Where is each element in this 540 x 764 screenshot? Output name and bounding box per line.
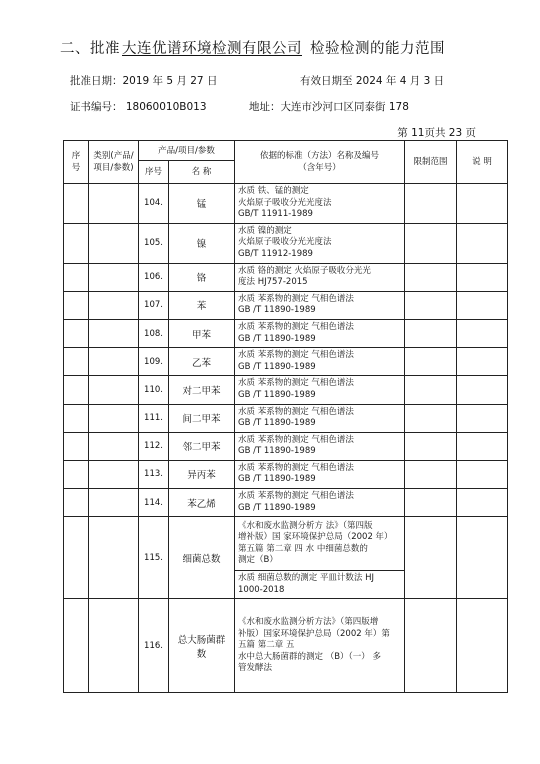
item-name: 间二甲苯 xyxy=(169,404,235,432)
note-cell xyxy=(457,517,508,599)
standard-line: 补版）国家环境保护总局（2002 年）第 xyxy=(238,628,390,639)
item-name: 铬 xyxy=(169,263,235,291)
category-cell xyxy=(89,319,139,347)
standard-cell xyxy=(235,599,405,693)
standard-line: GB /T 11890-1989 xyxy=(238,333,316,344)
limit-cell xyxy=(405,223,457,263)
item-number: 113. xyxy=(139,460,169,488)
table-row xyxy=(64,517,508,571)
standard-cell xyxy=(235,432,405,460)
seq-cell xyxy=(64,460,89,488)
category-cell xyxy=(89,599,139,693)
standard-line: 水质 苯系物的测定 气相色谱法 xyxy=(238,321,354,332)
standard-cell xyxy=(235,319,405,347)
standard-line: 水质 苯系物的测定 气相色谱法 xyxy=(238,462,354,473)
standard-line: 水质 苯系物的测定 气相色谱法 xyxy=(238,378,354,389)
seq-cell xyxy=(64,404,89,432)
header-standard: 依据的标准（方法）名称及编号（含年号） xyxy=(235,141,405,184)
limit-cell xyxy=(405,376,457,404)
category-cell xyxy=(89,291,139,319)
item-name: 锰 xyxy=(169,184,235,224)
standard-line: GB /T 11890-1989 xyxy=(238,474,316,485)
limit-cell xyxy=(405,319,457,347)
standard-line: 第五篇 第二章 四 水 中细菌总数的 xyxy=(238,543,368,554)
note-cell xyxy=(457,460,508,488)
table-row xyxy=(64,348,508,376)
item-number: 104. xyxy=(139,184,169,224)
item-number: 106. xyxy=(139,263,169,291)
standard-line: 五篇 第二章 五 xyxy=(238,640,295,651)
standard-line: 水质 铁、锰的测定 xyxy=(238,186,309,196)
standard-line: GB/T 11912-1989 xyxy=(238,248,313,259)
limit-cell xyxy=(405,348,457,376)
note-cell xyxy=(457,319,508,347)
note-cell xyxy=(457,184,508,224)
note-cell xyxy=(457,263,508,291)
seq-cell xyxy=(64,291,89,319)
category-cell xyxy=(89,489,139,517)
seq-cell xyxy=(64,599,89,693)
standard-line: GB /T 11890-1989 xyxy=(238,305,316,316)
page-indicator: 第 11页共 23 页 xyxy=(397,127,476,139)
standard-line: 测定（B） xyxy=(238,555,278,566)
standard-line: 火焰原子吸收分光光度法 xyxy=(238,237,332,248)
header-product-group: 产品/项目/参数 xyxy=(139,141,235,161)
table-row xyxy=(64,404,508,432)
table-row xyxy=(64,263,508,291)
standard-line: 水中总大肠菌群的测定 （B）（一） 多 xyxy=(238,651,382,662)
item-name: 苯乙烯 xyxy=(169,489,235,517)
category-cell xyxy=(89,404,139,432)
category-cell xyxy=(89,223,139,263)
note-cell xyxy=(457,489,508,517)
standard-cell xyxy=(235,376,405,404)
table-row xyxy=(64,319,508,347)
standard-line: 增补版）国 家环境保护总局（2002 年） xyxy=(238,532,393,543)
standard-line: 管发酵法 xyxy=(238,663,273,674)
header-item-name: 名 称 xyxy=(169,161,235,184)
category-cell xyxy=(89,517,139,599)
standard-cell xyxy=(235,404,405,432)
note-cell xyxy=(457,432,508,460)
header-note: 说 明 xyxy=(457,141,508,184)
valid-until: 有效日期至 2024 年 4 月 3 日 xyxy=(300,75,445,87)
category-cell xyxy=(89,432,139,460)
title-prefix: 二、批准 xyxy=(60,41,120,57)
standard-cell xyxy=(235,291,405,319)
standard-line: 《水和废水监测分析方法》（第四版增 xyxy=(238,616,379,627)
item-name: 甲苯 xyxy=(169,319,235,347)
seq-cell xyxy=(64,432,89,460)
standard-line: 水质 苯系物的测定 气相色谱法 xyxy=(238,491,354,502)
seq-cell xyxy=(64,517,89,599)
standard-cell xyxy=(235,571,405,599)
standard-line: GB /T 11890-1989 xyxy=(238,389,316,400)
table-row xyxy=(64,184,508,224)
header-limit: 限制范围 xyxy=(405,141,457,184)
note-cell xyxy=(457,599,508,693)
header-category: 类别(产品/项目/参数) xyxy=(89,141,139,184)
table-row xyxy=(64,489,508,517)
item-number: 116. xyxy=(139,599,169,693)
seq-cell xyxy=(64,489,89,517)
seq-cell xyxy=(64,376,89,404)
standard-line: 水质 苯系物的测定 气相色谱法 xyxy=(238,350,354,361)
item-number: 110. xyxy=(139,376,169,404)
limit-cell xyxy=(405,263,457,291)
limit-cell xyxy=(405,599,457,693)
seq-cell xyxy=(64,263,89,291)
table-row xyxy=(64,599,508,693)
standard-cell xyxy=(235,348,405,376)
standard-cell xyxy=(235,223,405,263)
limit-cell xyxy=(405,517,457,599)
item-name xyxy=(169,599,235,693)
standard-line: 水质 苯系物的测定 气相色谱法 xyxy=(238,293,354,304)
standard-line: 水质 苯系物的测定 气相色谱法 xyxy=(238,434,354,445)
standard-cell xyxy=(235,517,405,571)
item-number: 111. xyxy=(139,404,169,432)
category-cell xyxy=(89,460,139,488)
item-number: 109. xyxy=(139,348,169,376)
table-row xyxy=(64,376,508,404)
category-cell xyxy=(89,376,139,404)
standard-line: 1000-2018 xyxy=(238,584,285,595)
item-number: 115. xyxy=(139,517,169,599)
limit-cell xyxy=(405,489,457,517)
address: 地址：大连市沙河口区同泰街 178 xyxy=(249,101,409,113)
note-cell xyxy=(457,348,508,376)
header-item-seq: 序号 xyxy=(139,161,169,184)
standard-line: 水质 细菌总数的测定 平皿计数法 HJ xyxy=(238,573,375,584)
standard-line: 《水和废水监测分析方 法》（第四版 xyxy=(238,520,373,531)
category-cell xyxy=(89,263,139,291)
standard-line: 水质 铬的测定 火焰原子吸收分光光 xyxy=(238,265,371,276)
item-number: 107. xyxy=(139,291,169,319)
standard-cell xyxy=(235,184,405,224)
standard-line: GB/T 11911-1989 xyxy=(238,209,313,220)
capability-table xyxy=(63,140,508,693)
item-number: 114. xyxy=(139,489,169,517)
item-name: 细菌总数 xyxy=(169,517,235,599)
header-seq: 序号 xyxy=(64,141,89,184)
standard-line: GB /T 11890-1989 xyxy=(238,361,316,372)
limit-cell xyxy=(405,184,457,224)
standard-line: GB /T 11890-1989 xyxy=(238,502,316,513)
table-row xyxy=(64,291,508,319)
item-name: 苯 xyxy=(169,291,235,319)
title-org: 大连优谱环境检测有限公司 xyxy=(122,41,302,57)
limit-cell xyxy=(405,460,457,488)
standard-line: 水质 苯系物的测定 气相色谱法 xyxy=(238,406,354,417)
table-row xyxy=(64,223,508,263)
standard-cell xyxy=(235,263,405,291)
standard-line: 度法 HJ757-2015 xyxy=(238,277,308,288)
standard-line: 水质 镍的测定 xyxy=(238,225,292,236)
item-number: 105. xyxy=(139,223,169,263)
approval-date: 批准日期：2019 年 5 月 27 日 xyxy=(70,75,218,87)
standard-line: GB /T 11890-1989 xyxy=(238,446,316,457)
seq-cell xyxy=(64,184,89,224)
limit-cell xyxy=(405,432,457,460)
standard-line: 火焰原子吸收分光光度法 xyxy=(238,197,332,208)
note-cell xyxy=(457,223,508,263)
cert-number: 证书编号： 18060010B013 xyxy=(70,101,207,113)
item-name: 异丙苯 xyxy=(169,460,235,488)
document-title xyxy=(60,37,445,58)
seq-cell xyxy=(64,223,89,263)
item-name: 邻二甲苯 xyxy=(169,432,235,460)
table-row xyxy=(64,460,508,488)
note-cell xyxy=(457,376,508,404)
item-name: 镍 xyxy=(169,223,235,263)
note-cell xyxy=(457,404,508,432)
limit-cell xyxy=(405,291,457,319)
standard-line: GB /T 11890-1989 xyxy=(238,418,316,429)
seq-cell xyxy=(64,348,89,376)
standard-cell xyxy=(235,489,405,517)
table-row xyxy=(64,432,508,460)
item-name-line: 总大肠菌群 xyxy=(177,634,226,646)
limit-cell xyxy=(405,404,457,432)
item-name-line: 数 xyxy=(196,648,207,660)
category-cell xyxy=(89,184,139,224)
item-name: 乙苯 xyxy=(169,348,235,376)
standard-cell xyxy=(235,460,405,488)
category-cell xyxy=(89,348,139,376)
seq-cell xyxy=(64,319,89,347)
title-suffix: 检验检测的能力范围 xyxy=(310,41,445,57)
note-cell xyxy=(457,291,508,319)
item-number: 108. xyxy=(139,319,169,347)
item-number: 112. xyxy=(139,432,169,460)
item-name: 对二甲苯 xyxy=(169,376,235,404)
